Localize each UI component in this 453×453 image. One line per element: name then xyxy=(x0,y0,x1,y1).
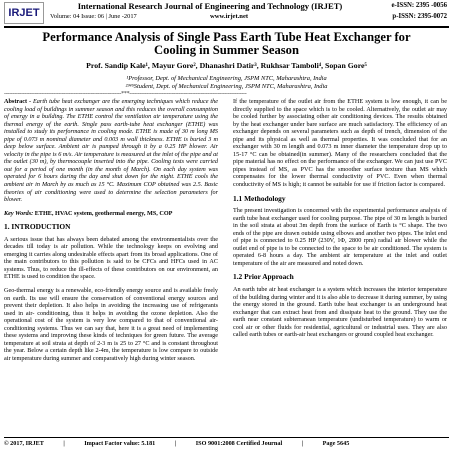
footer-page-number: Page 5645 xyxy=(322,440,350,447)
section-separator: ---------------------------------------------------------------------***--------------------------------------------------------------------- xyxy=(4,91,247,97)
journal-website: www.irjet.net xyxy=(210,13,249,20)
methodology-heading: 1.1 Methodology xyxy=(233,193,286,203)
e-issn: e-ISSN: 2395 -0056 xyxy=(391,2,447,9)
volume-issue: Volume: 04 Issue: 06 | June -2017 xyxy=(50,13,137,20)
abstract xyxy=(4,98,218,204)
journal-name: International Research Journal of Engineering and Technology (IRJET) xyxy=(77,1,343,11)
keywords xyxy=(4,210,218,218)
introduction-heading: 1. INTRODUCTION xyxy=(4,222,71,232)
paper-authors: Prof. Sandip Kale¹, Mayur Gore², Dhanashri Datir³, Rukhsar Tamboli⁴, Sopan Gore⁵ xyxy=(86,61,367,70)
footer-impact-factor: Impact Factor value: 5.181 xyxy=(84,440,156,447)
right-column xyxy=(233,98,447,345)
footer-divider-2: | xyxy=(174,440,177,447)
abstract-label: Abstract - xyxy=(4,98,32,105)
methodology-paragraph: The present investigation is concerned with the experimental performance analysis of earth tube heat exchanger used for cooling purpose. The pipe of 30 m length is buried in the soil strata at about 3m depth from the surface of Earth is °C shape. The two ends of the pipe are drawn outside using elbows and another two pipes. The inlet end of pipe is connected to 0.25 HP (230V, 1Φ, 2800 rpm) radial air blower while the outlet end of pipe is to be connected to the space to be air conditioned. The system is operated 6-8 hours a day. The ambient air temperature at the inlet and outlet temperature of the air are measured and noted down. xyxy=(233,207,447,267)
paper-title: Performance Analysis of Single Pass Earth Tube Heat Exchanger for Cooling in Summer Season xyxy=(42,30,411,57)
introduction-paragraph-1: A serious issue that has always been debated among the environmentalists over the decades till today is air pollution. While the technology keeps on evolving and emerging it carries along undesirable effects apart from its broad applications. One of the main contributors to this pollution is said to be CFCs and HFCs used in AC systems. Thus, to reduce the ill-effects of these contributors on our environment, an ETHE is used to condition the space. xyxy=(4,235,218,281)
affiliation-professor: ¹Professor, Dept. of Mechanical Engineering, JSPM NTC, Maharashtra, India xyxy=(126,75,327,82)
introduction-paragraph-2: Geo-thermal energy is a renewable, eco-friendly energy source and is available freely on earth. Its use will ensure the conservation of conventional energy sources and prevent their depletion. It also helps in avoiding the increasing use of refrigerants used in air- conditioning, thus it helps in avoiding the ozone depletion. Also the operational cost of the system is very low compared to that of conventional air-conditioning systems. Thus we can say that, here it is a great need of implementing these systems and improving these kinds of techniques for green future. The average temperature at soil strata at depth of 2-3 m is 25 to 27 °C and is constant throughout the year. Below a certain depth like 2-4m, the temperature is low compare to outside air temperature during summer and comparatively high during winter season. xyxy=(4,287,218,362)
right-paragraph-1: If the temperature of the outlet air from the ETHE system is low enough, it can be directly supplied to the space which is to be cooled. Alternatively, the outlet air may be cooled further by associating other air conditioning devices. The results obtained by the heat exchanger under bare surface are much satisfactory. The efficiency of an exchanger depends on several parameters such as depth of trench, dimension of the pipe and its physical as well as thermal properties. It was concluded that for an exchanger with 30 m length and 0.073 m inner diameter the temperature drop up to 15-17 °C can be obtained(in summer). Many of the researchers concluded that the pipe material has no effect on the performance of the exchanger. We can just use PVC pipes instead of MS, as PVC has the smoother surface texture than MS which compensates for the lower thermal conductivity of PVC. Even when thermal conductivity of MS is high; it cannot be suitable for use if friction factor is compared. xyxy=(233,98,447,189)
prior-approach-heading: 1.2 Prior Approach xyxy=(233,272,294,282)
abstract-text: Earth tube heat exchanger are the emerging techniques which reduce the cooling load of buildings in summer season and this reduces the overall consumption of energy in a building. The ETHE control the ventilation air temperature using the thermal energy of the earth. Single pass earth-tube heat exchanger (ETHE) was installed to study its performance in cooling mode. ETHE is made of 30 m long MS pipe of 0.073 m nominal diameter and 0.003 m wall thickness. ETHE is buried 3 m deep below surface. Ambient air is pumped through it by a 0.25 HP blower. Air velocity in the pipe is 6 m/s. Air temperature is measured at the inlet of the pipe and at the outlet (30 m), by thermocouple inserted into the pipe. Cooling tests were carried out for a period of one month (in the month of March). On each day system was operated for 6 hours during the day and shut down for the night. ETHE cools the ambient air in March by as much as 15 °C. Maximum COP obtained was 2.5. Basic theories of air conditioning were used to determine the selection parameters for blower. xyxy=(4,98,218,204)
journal-logo: IRJET xyxy=(4,2,44,24)
footer-copyright: © 2017, IRJET xyxy=(4,440,44,447)
header-rule xyxy=(4,26,449,28)
journal-header xyxy=(0,0,453,28)
keywords-text: ETHE, HVAC system, geothermal energy, MS, COP xyxy=(34,209,173,217)
prior-approach-paragraph: An earth tube air heat exchanger is a system which increases the interior temperature of the building during winter and it is also able to decrease it during summer, by using the energy stored in the ground. Earth tube heat exchanger is an underground heat exchanger that can extract heat from and dissipate heat to the ground. They use the earth near constant subterranean temperature (undisturbed temperature) to warm or cool air or other fluids for residential, agricultural or industrial uses. They are also called earth tubes or earth-air heat exchangers or ground coupled heat exchanger. xyxy=(233,286,447,339)
left-column xyxy=(4,98,218,369)
keywords-label: Key Words: xyxy=(4,209,34,217)
page-footer xyxy=(4,440,449,447)
footer-divider-1: | xyxy=(63,440,65,447)
footer-divider-3: | xyxy=(301,440,304,447)
footer-iso: ISO 9001:2008 Certified Journal xyxy=(195,440,283,447)
footer-rule xyxy=(4,437,449,438)
affiliation-students: ²³⁴⁵Student, Dept. of Mechanical Engineering, JSPM NTC, Maharashtra, India xyxy=(125,83,328,90)
p-issn: p-ISSN: 2395-0072 xyxy=(392,13,447,20)
